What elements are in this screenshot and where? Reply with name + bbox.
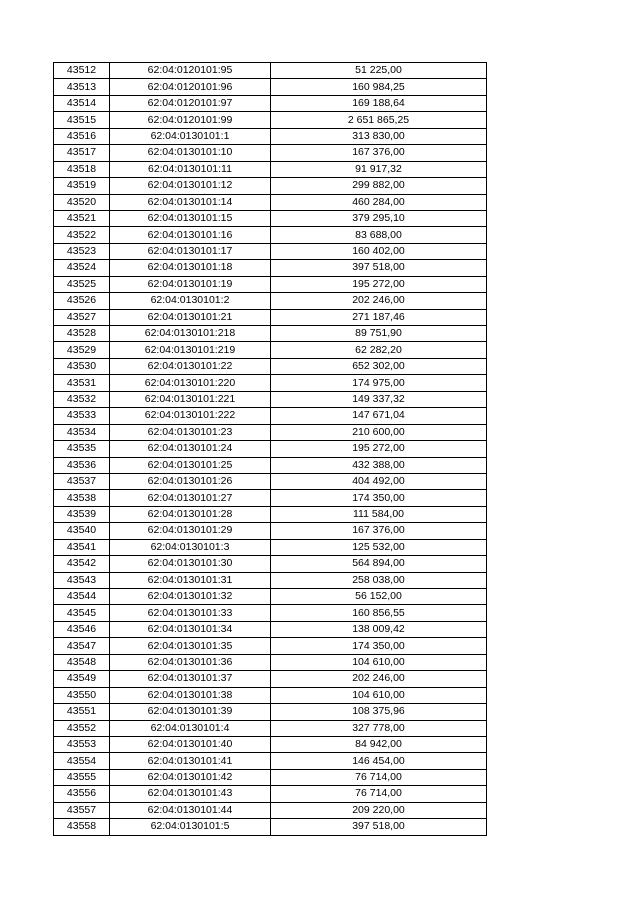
row-number-cell: 43537 (54, 473, 110, 489)
table-row (54, 473, 487, 489)
table-row (54, 309, 487, 325)
table-row (54, 95, 487, 111)
cadastral-number-cell: 62:04:0130101:36 (110, 654, 271, 670)
row-number-cell: 43539 (54, 506, 110, 522)
value-cell: 146 454,00 (271, 753, 487, 769)
row-number-cell: 43557 (54, 802, 110, 818)
cadastral-number-cell: 62:04:0130101:15 (110, 210, 271, 226)
row-number-cell: 43558 (54, 819, 110, 835)
table-row (54, 358, 487, 374)
table-row (54, 128, 487, 144)
table-row (54, 424, 487, 440)
cadastral-number-cell: 62:04:0130101:28 (110, 506, 271, 522)
cadastral-number-cell: 62:04:0130101:31 (110, 572, 271, 588)
value-cell: 460 284,00 (271, 194, 487, 210)
table-row (54, 720, 487, 736)
row-number-cell: 43525 (54, 276, 110, 292)
cadastral-number-cell: 62:04:0130101:41 (110, 753, 271, 769)
table-row (54, 753, 487, 769)
row-number-cell: 43545 (54, 605, 110, 621)
cadastral-number-cell: 62:04:0130101:218 (110, 326, 271, 342)
table-row (54, 161, 487, 177)
row-number-cell: 43552 (54, 720, 110, 736)
cadastral-number-cell: 62:04:0130101:44 (110, 802, 271, 818)
value-cell: 169 188,64 (271, 95, 487, 111)
row-number-cell: 43555 (54, 769, 110, 785)
value-cell: 160 856,55 (271, 605, 487, 621)
cadastral-number-cell: 62:04:0120101:96 (110, 79, 271, 95)
value-cell: 104 610,00 (271, 687, 487, 703)
value-cell: 258 038,00 (271, 572, 487, 588)
table-row (54, 243, 487, 259)
table-row (54, 490, 487, 506)
row-number-cell: 43533 (54, 408, 110, 424)
cadastral-number-cell: 62:04:0130101:3 (110, 539, 271, 555)
row-number-cell: 43518 (54, 161, 110, 177)
table-row (54, 589, 487, 605)
value-cell: 167 376,00 (271, 145, 487, 161)
cadastral-number-cell: 62:04:0130101:12 (110, 178, 271, 194)
table-row (54, 457, 487, 473)
row-number-cell: 43524 (54, 260, 110, 276)
table-row (54, 260, 487, 276)
table-row (54, 408, 487, 424)
cadastral-number-cell: 62:04:0130101:2 (110, 293, 271, 309)
cadastral-number-cell: 62:04:0120101:99 (110, 112, 271, 128)
row-number-cell: 43532 (54, 391, 110, 407)
cadastral-number-cell: 62:04:0130101:27 (110, 490, 271, 506)
value-cell: 89 751,90 (271, 326, 487, 342)
table-row (54, 638, 487, 654)
cadastral-number-cell: 62:04:0130101:35 (110, 638, 271, 654)
value-cell: 174 350,00 (271, 490, 487, 506)
value-cell: 299 882,00 (271, 178, 487, 194)
value-cell: 174 350,00 (271, 638, 487, 654)
row-number-cell: 43515 (54, 112, 110, 128)
row-number-cell: 43513 (54, 79, 110, 95)
value-cell: 111 584,00 (271, 506, 487, 522)
cadastral-number-cell: 62:04:0130101:19 (110, 276, 271, 292)
row-number-cell: 43529 (54, 342, 110, 358)
data-table (53, 62, 487, 836)
table-row (54, 736, 487, 752)
value-cell: 202 246,00 (271, 293, 487, 309)
cadastral-number-cell: 62:04:0130101:24 (110, 441, 271, 457)
table-row (54, 276, 487, 292)
row-number-cell: 43517 (54, 145, 110, 161)
value-cell: 202 246,00 (271, 671, 487, 687)
cadastral-number-cell: 62:04:0130101:23 (110, 424, 271, 440)
cadastral-number-cell: 62:04:0130101:222 (110, 408, 271, 424)
table-row (54, 375, 487, 391)
value-cell: 2 651 865,25 (271, 112, 487, 128)
cadastral-number-cell: 62:04:0130101:4 (110, 720, 271, 736)
row-number-cell: 43530 (54, 358, 110, 374)
cadastral-number-cell: 62:04:0130101:32 (110, 589, 271, 605)
table-row (54, 391, 487, 407)
table-row (54, 704, 487, 720)
table-row (54, 819, 487, 835)
row-number-cell: 43526 (54, 293, 110, 309)
row-number-cell: 43519 (54, 178, 110, 194)
cadastral-number-cell: 62:04:0130101:14 (110, 194, 271, 210)
value-cell: 167 376,00 (271, 523, 487, 539)
row-number-cell: 43554 (54, 753, 110, 769)
row-number-cell: 43549 (54, 671, 110, 687)
table-row (54, 556, 487, 572)
table-row (54, 572, 487, 588)
cadastral-number-cell: 62:04:0130101:42 (110, 769, 271, 785)
cadastral-number-cell: 62:04:0130101:1 (110, 128, 271, 144)
row-number-cell: 43536 (54, 457, 110, 473)
value-cell: 160 984,25 (271, 79, 487, 95)
table-row (54, 687, 487, 703)
cadastral-number-cell: 62:04:0130101:29 (110, 523, 271, 539)
value-cell: 83 688,00 (271, 227, 487, 243)
cadastral-number-cell: 62:04:0130101:34 (110, 621, 271, 637)
value-cell: 51 225,00 (271, 63, 487, 79)
cadastral-number-cell: 62:04:0130101:17 (110, 243, 271, 259)
row-number-cell: 43522 (54, 227, 110, 243)
value-cell: 652 302,00 (271, 358, 487, 374)
value-cell: 149 337,32 (271, 391, 487, 407)
value-cell: 210 600,00 (271, 424, 487, 440)
table-row (54, 654, 487, 670)
row-number-cell: 43538 (54, 490, 110, 506)
row-number-cell: 43550 (54, 687, 110, 703)
value-cell: 195 272,00 (271, 441, 487, 457)
cadastral-number-cell: 62:04:0130101:11 (110, 161, 271, 177)
cadastral-number-cell: 62:04:0130101:37 (110, 671, 271, 687)
row-number-cell: 43528 (54, 326, 110, 342)
table-row (54, 194, 487, 210)
cadastral-number-cell: 62:04:0130101:220 (110, 375, 271, 391)
cadastral-number-cell: 62:04:0130101:39 (110, 704, 271, 720)
row-number-cell: 43531 (54, 375, 110, 391)
value-cell: 91 917,32 (271, 161, 487, 177)
table-row (54, 786, 487, 802)
row-number-cell: 43547 (54, 638, 110, 654)
cadastral-number-cell: 62:04:0130101:38 (110, 687, 271, 703)
table-row (54, 506, 487, 522)
value-cell: 108 375,96 (271, 704, 487, 720)
row-number-cell: 43523 (54, 243, 110, 259)
table-row (54, 63, 487, 79)
cadastral-number-cell: 62:04:0130101:33 (110, 605, 271, 621)
table-row (54, 441, 487, 457)
table-row (54, 178, 487, 194)
row-number-cell: 43527 (54, 309, 110, 325)
table-row (54, 326, 487, 342)
cadastral-number-cell: 62:04:0120101:97 (110, 95, 271, 111)
row-number-cell: 43548 (54, 654, 110, 670)
value-cell: 327 778,00 (271, 720, 487, 736)
value-cell: 138 009,42 (271, 621, 487, 637)
row-number-cell: 43543 (54, 572, 110, 588)
table-row (54, 112, 487, 128)
table-row (54, 539, 487, 555)
value-cell: 84 942,00 (271, 736, 487, 752)
table-row (54, 293, 487, 309)
row-number-cell: 43521 (54, 210, 110, 226)
row-number-cell: 43541 (54, 539, 110, 555)
cadastral-number-cell: 62:04:0130101:16 (110, 227, 271, 243)
cadastral-number-cell: 62:04:0130101:18 (110, 260, 271, 276)
value-cell: 404 492,00 (271, 473, 487, 489)
table-row (54, 523, 487, 539)
value-cell: 379 295,10 (271, 210, 487, 226)
value-cell: 104 610,00 (271, 654, 487, 670)
row-number-cell: 43546 (54, 621, 110, 637)
cadastral-number-cell: 62:04:0130101:5 (110, 819, 271, 835)
row-number-cell: 43556 (54, 786, 110, 802)
cadastral-number-cell: 62:04:0130101:221 (110, 391, 271, 407)
cadastral-number-cell: 62:04:0130101:22 (110, 358, 271, 374)
table-row (54, 210, 487, 226)
table-row (54, 145, 487, 161)
value-cell: 564 894,00 (271, 556, 487, 572)
row-number-cell: 43514 (54, 95, 110, 111)
row-number-cell: 43516 (54, 128, 110, 144)
cadastral-number-cell: 62:04:0120101:95 (110, 63, 271, 79)
row-number-cell: 43542 (54, 556, 110, 572)
table-row (54, 605, 487, 621)
table-body (54, 63, 487, 836)
row-number-cell: 43535 (54, 441, 110, 457)
row-number-cell: 43544 (54, 589, 110, 605)
value-cell: 56 152,00 (271, 589, 487, 605)
table-row (54, 79, 487, 95)
value-cell: 147 671,04 (271, 408, 487, 424)
row-number-cell: 43534 (54, 424, 110, 440)
cadastral-value-table (53, 62, 486, 836)
cadastral-number-cell: 62:04:0130101:30 (110, 556, 271, 572)
table-row (54, 621, 487, 637)
value-cell: 76 714,00 (271, 786, 487, 802)
value-cell: 313 830,00 (271, 128, 487, 144)
value-cell: 209 220,00 (271, 802, 487, 818)
row-number-cell: 43512 (54, 63, 110, 79)
table-row (54, 802, 487, 818)
row-number-cell: 43540 (54, 523, 110, 539)
row-number-cell: 43551 (54, 704, 110, 720)
table-row (54, 342, 487, 358)
cadastral-number-cell: 62:04:0130101:43 (110, 786, 271, 802)
value-cell: 76 714,00 (271, 769, 487, 785)
table-row (54, 227, 487, 243)
cadastral-number-cell: 62:04:0130101:21 (110, 309, 271, 325)
value-cell: 195 272,00 (271, 276, 487, 292)
value-cell: 174 975,00 (271, 375, 487, 391)
value-cell: 432 388,00 (271, 457, 487, 473)
value-cell: 160 402,00 (271, 243, 487, 259)
cadastral-number-cell: 62:04:0130101:10 (110, 145, 271, 161)
cadastral-number-cell: 62:04:0130101:219 (110, 342, 271, 358)
cadastral-number-cell: 62:04:0130101:40 (110, 736, 271, 752)
value-cell: 125 532,00 (271, 539, 487, 555)
value-cell: 397 518,00 (271, 260, 487, 276)
row-number-cell: 43520 (54, 194, 110, 210)
value-cell: 271 187,46 (271, 309, 487, 325)
table-row (54, 769, 487, 785)
cadastral-number-cell: 62:04:0130101:25 (110, 457, 271, 473)
cadastral-number-cell: 62:04:0130101:26 (110, 473, 271, 489)
value-cell: 397 518,00 (271, 819, 487, 835)
value-cell: 62 282,20 (271, 342, 487, 358)
row-number-cell: 43553 (54, 736, 110, 752)
table-row (54, 671, 487, 687)
